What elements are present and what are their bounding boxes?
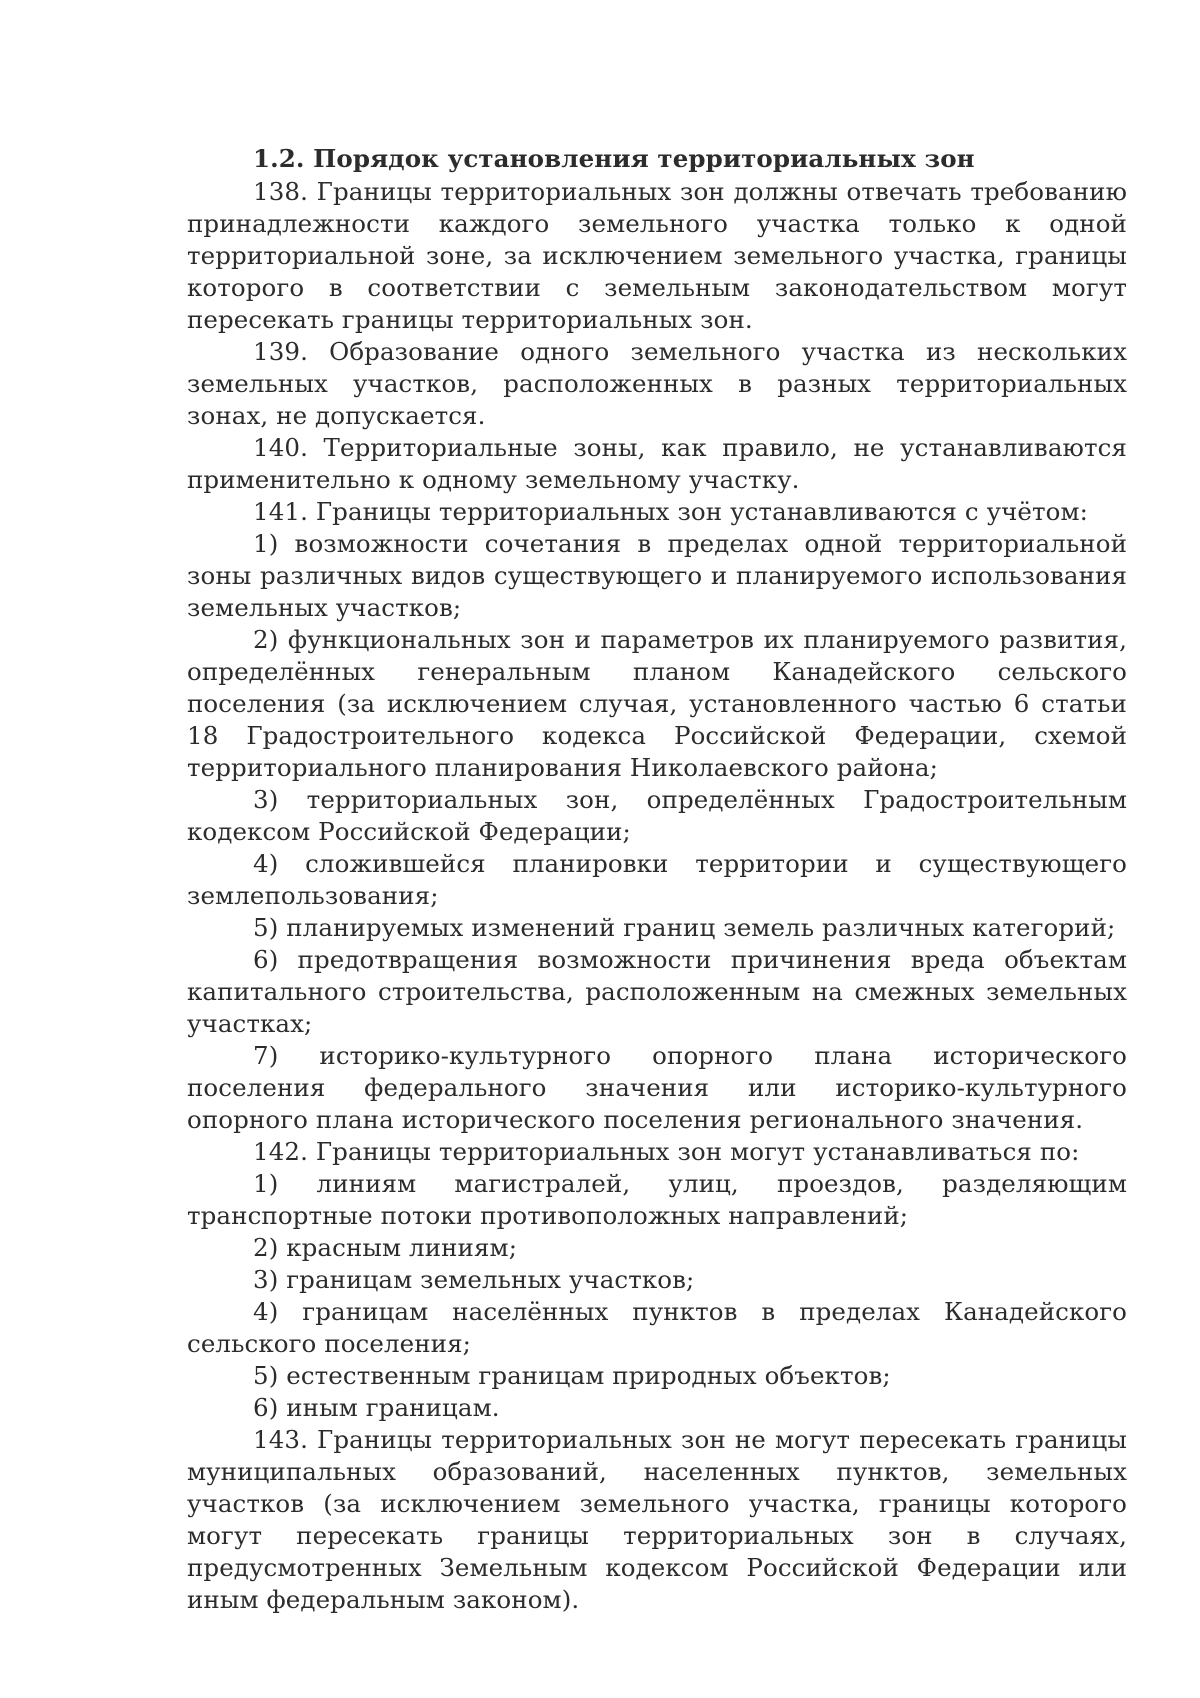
- list-item-141-5: 5) планируемых изменений границ земель различных категорий;: [253, 913, 1116, 942]
- paragraph-140: 140. Территориальные зоны, как правило, не устанавливаются применительно к одному земельному участку.: [187, 433, 1127, 494]
- list-item-141-7: 7) историко-культурного опорного плана исторического поселения федерального значения или историко-культурного опорного плана исторического поселения регионального значения.: [187, 1041, 1127, 1134]
- paragraph-141: 141. Границы территориальных зон устанавливаются с учётом:: [253, 497, 1088, 526]
- list-item-142-4: 4) границам населённых пунктов в пределах Канадейского сельского поселения;: [187, 1297, 1127, 1358]
- paragraph-143: 143. Границы территориальных зон не могут пересекать границы муниципальных образований, населенных пунктов, земельных участков (за исключением земельного участка, границы которого могут пересекать границы территориальных зон в случаях, предусмотренных Земельным кодексом Российской Федерации или иным федеральным законом).: [187, 1425, 1127, 1614]
- list-item-142-2: 2) красным линиям;: [253, 1233, 518, 1262]
- list-item-142-5: 5) естественным границам природных объектов;: [253, 1361, 891, 1390]
- paragraph-139: 139. Образование одного земельного участка из нескольких земельных участков, расположенных в разных территориальных зонах, не допускается.: [187, 337, 1127, 430]
- list-item-141-3: 3) территориальных зон, определённых Градостроительным кодексом Российской Федерации;: [187, 785, 1127, 846]
- document-page: [187, 143, 1127, 1616]
- list-item-142-1: 1) линиям магистралей, улиц, проездов, разделяющим транспортные потоки противоположных направлений;: [187, 1169, 1127, 1230]
- paragraph-142: 142. Границы территориальных зон могут устанавливаться по:: [253, 1137, 1080, 1166]
- list-item-142-6: 6) иным границам.: [253, 1393, 500, 1422]
- list-item-141-6: 6) предотвращения возможности причинения вреда объектам капитального строительства, расположенным на смежных земельных участках;: [187, 945, 1127, 1038]
- paragraph-138: 138. Границы территориальных зон должны отвечать требованию принадлежности каждого земельного участка только к одной территориальной зоне, за исключением земельного участка, границы которого в соответствии с земельным законодательством могут пересекать границы территориальных зон.: [187, 177, 1127, 334]
- list-item-141-4: 4) сложившейся планировки территории и существующего землепользования;: [187, 849, 1127, 910]
- section-heading: 1.2. Порядок установления территориальных зон: [253, 144, 975, 173]
- list-item-141-1: 1) возможности сочетания в пределах одной территориальной зоны различных видов существующего и планируемого использования земельных участков;: [187, 529, 1127, 622]
- list-item-141-2: 2) функциональных зон и параметров их планируемого развития, определённых генеральным планом Канадейского сельского поселения (за исключением случая, установленного частью 6 статьи 18 Градостроительного кодекса Российской Федерации, схемой территориального планирования Николаевского района;: [187, 625, 1127, 782]
- list-item-142-3: 3) границам земельных участков;: [253, 1265, 695, 1294]
